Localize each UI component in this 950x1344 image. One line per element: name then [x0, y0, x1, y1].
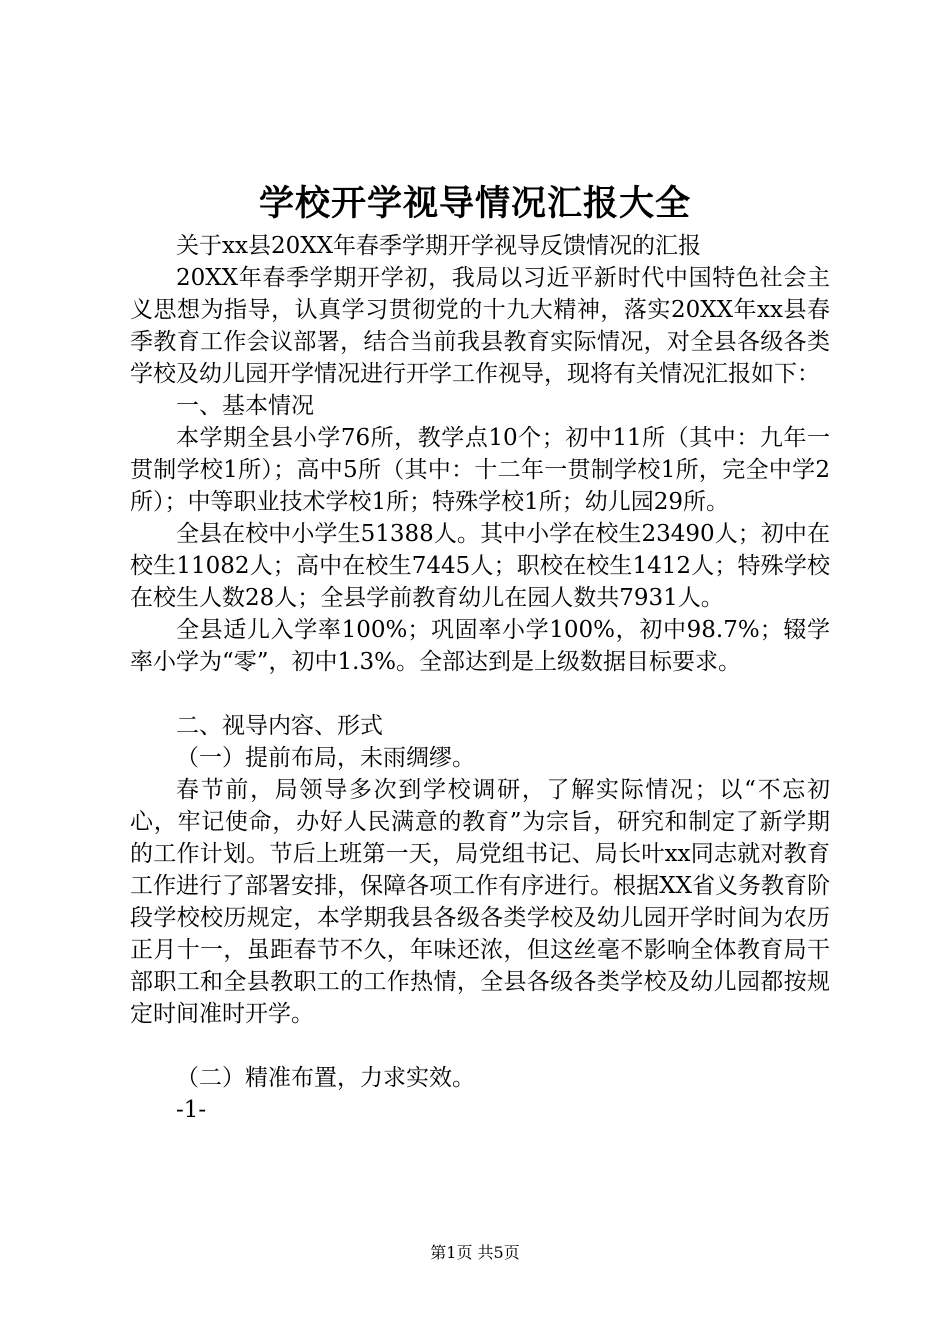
paragraph-rates: 全县适儿入学率100%；巩固率小学100%，初中98.7%；辍学率小学为“零”，初中1.3%。全部达到是上级数据目标要求。: [130, 617, 830, 675]
document-body: [130, 230, 830, 1126]
paragraph-report-heading: 关于xx县20XX年春季学期开学视导反馈情况的汇报: [176, 233, 701, 259]
paragraph-schools: 本学期全县小学76所，教学点10个；初中11所（其中：九年一贯制学校1所）；高中5所（其中：十二年一贯制学校1所，完全中学2所）；中等职业技术学校1所；特殊学校1所；幼儿园29所。: [130, 425, 830, 515]
subsection-heading-2: （二）精准布置，力求实效。: [176, 1065, 475, 1091]
section-heading-content: 二、视导内容、形式: [176, 713, 383, 739]
page-footer: 第1页 共5页: [430, 1243, 520, 1262]
paragraph-preparation: 春节前，局领导多次到学校调研，了解实际情况；以“不忘初心，牢记使命，办好人民满意的教育”为宗旨，研究和制定了新学期的工作计划。节后上班第一天，局党组书记、局长叶xx同志就对教育工作进行了部署安排，保障各项工作有序进行。根据XX省义务教育阶段学校校历规定，本学期我县各级各类学校及幼儿园开学时间为农历正月十一，虽距春节不久，年味还浓，但这丝毫不影响全体教育局干部职工和全县教职工的工作热情，全县各级各类学校及幼儿园都按规定时间准时开学。: [130, 777, 830, 1027]
paragraph-students: 全县在校中小学生51388人。其中小学在校生23490人；初中在校生11082人；高中在校生7445人；职校在校生1412人；特殊学校在校生人数28人；全县学前教育幼儿在园人数共7931人。: [130, 521, 830, 611]
page-number-mark: -1-: [176, 1097, 207, 1123]
paragraph-intro: 20XX年春季学期开学初，我局以习近平新时代中国特色社会主义思想为指导，认真学习贯彻党的十九大精神，落实20XX年xx县春季教育工作会议部署，结合当前我县教育实际情况，对全县各级各类学校及幼儿园开学情况进行开学工作视导，现将有关情况汇报如下：: [130, 265, 830, 387]
section-heading-basic: 一、基本情况: [176, 393, 314, 419]
document-title: 学校开学视导情况汇报大全: [258, 183, 691, 224]
subsection-heading-1: （一）提前布局，未雨绸缪。: [176, 745, 475, 771]
